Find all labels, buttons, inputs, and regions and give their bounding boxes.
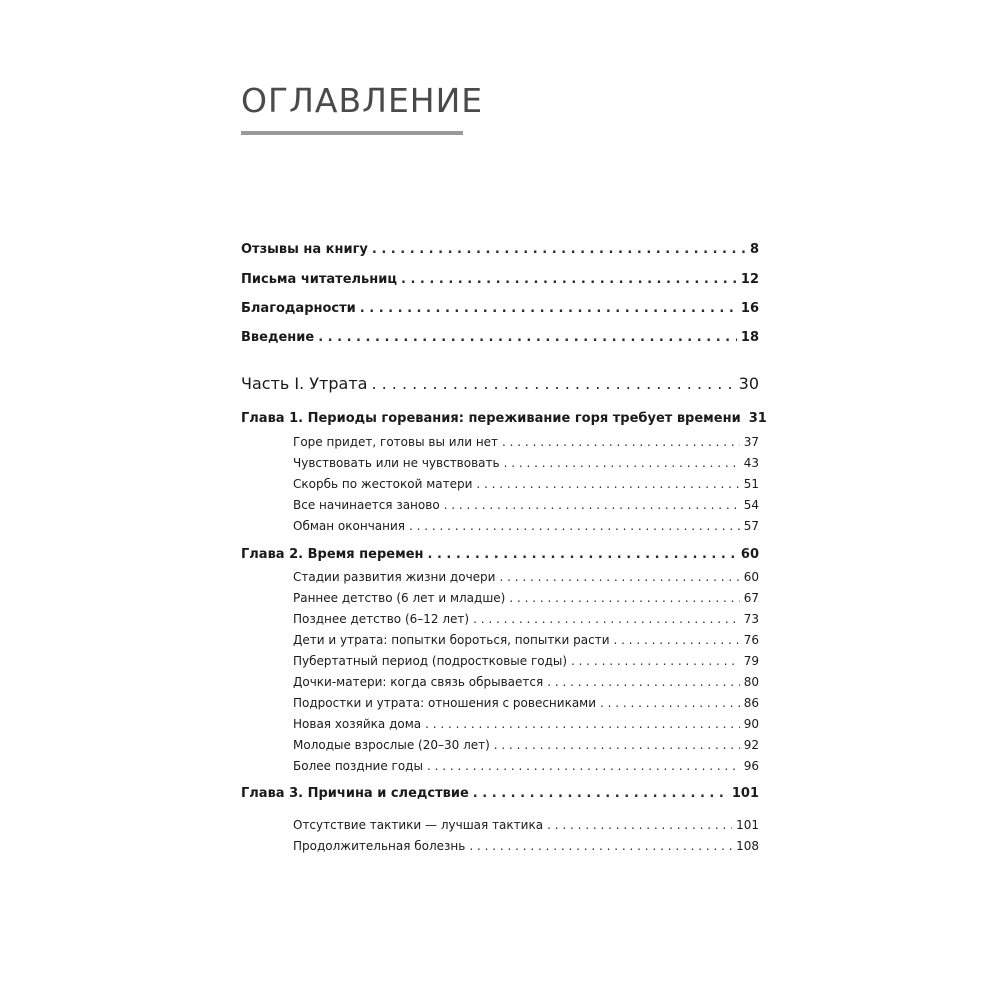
toc-page-number: 90	[743, 717, 759, 731]
toc-entry-label: Все начинается заново	[293, 498, 440, 512]
toc-page-number: 67	[743, 591, 759, 605]
toc-entry-section[interactable]	[293, 839, 759, 853]
toc-page-number: 76	[743, 633, 759, 647]
dot-leader	[372, 242, 746, 257]
dot-leader	[444, 498, 740, 512]
toc-entry-label: Обман окончания	[293, 519, 405, 533]
toc-entry-label: Позднее детство (6–12 лет)	[293, 612, 470, 626]
toc-entry-label: Отзывы на книгу	[241, 242, 368, 257]
dot-leader	[499, 570, 739, 584]
toc-entry-label: Глава 1. Периоды горевания: переживание горя требует времени	[241, 411, 741, 426]
toc-page-number: 16	[740, 301, 759, 316]
toc-entry-label: Новая хозяйка дома	[293, 717, 422, 731]
toc-entry-label: Введение	[241, 330, 315, 345]
toc-entry-label: Стадии развития жизни дочери	[293, 570, 496, 584]
toc-entry-chapter-3[interactable]	[241, 786, 759, 801]
toc-entry-section[interactable]	[293, 759, 759, 773]
toc-entry-reviews[interactable]	[241, 242, 759, 257]
toc-entry-label: Горе придет, готовы вы или нет	[293, 435, 499, 449]
toc-entry-label: Глава 3. Причина и следствие	[241, 786, 469, 801]
toc-page-number: 60	[740, 547, 759, 562]
toc-entry-section[interactable]	[293, 696, 759, 710]
toc-entry-section[interactable]	[293, 675, 759, 689]
toc-entry-label: Письма читательниц	[241, 272, 397, 287]
toc-entry-introduction[interactable]	[241, 330, 759, 345]
toc-entry-section[interactable]	[293, 717, 759, 731]
toc-entry-label: Чувствовать или не чувствовать	[293, 456, 500, 470]
toc-entry-label: Скорбь по жестокой матери	[293, 477, 473, 491]
dot-leader	[401, 272, 737, 287]
toc-page-number: 86	[743, 696, 759, 710]
toc-page-number: 37	[743, 435, 759, 449]
toc-entry-label: Раннее детство (6 лет и младше)	[293, 591, 506, 605]
toc-page-number: 12	[740, 272, 759, 287]
dot-leader	[428, 547, 737, 562]
toc-page-number: 79	[743, 654, 759, 668]
dot-leader	[600, 696, 740, 710]
dot-leader	[504, 456, 740, 470]
dot-leader	[502, 435, 740, 449]
toc-entry-chapter-1[interactable]	[241, 411, 767, 426]
dot-leader	[409, 519, 740, 533]
page-title: ОГЛАВЛЕНИЕ	[241, 81, 484, 120]
toc-page-number: 31	[748, 411, 767, 426]
toc-page-number: 18	[740, 330, 759, 345]
toc-page-number: 101	[731, 786, 759, 801]
toc-entry-section[interactable]	[293, 612, 759, 626]
toc-entry-section[interactable]	[293, 591, 759, 605]
toc-page-number: 96	[743, 759, 759, 773]
toc-entry-section[interactable]	[293, 435, 759, 449]
toc-entry-label: Отсутствие тактики — лучшая тактика	[293, 818, 544, 832]
dot-leader	[494, 738, 740, 752]
dot-leader	[318, 330, 737, 345]
toc-entry-label: Дочки-матери: когда связь обрывается	[293, 675, 544, 689]
toc-entry-label: Благодарности	[241, 301, 356, 316]
dot-leader	[469, 839, 732, 853]
toc-page-number: 108	[736, 839, 759, 853]
toc-page-number: 30	[738, 374, 759, 393]
toc-entry-chapter-2[interactable]	[241, 547, 759, 562]
toc-page-number: 57	[743, 519, 759, 533]
toc-entry-label: Молодые взрослые (20–30 лет)	[293, 738, 490, 752]
toc-page-number: 73	[743, 612, 759, 626]
toc-page-number: 92	[743, 738, 759, 752]
toc-entry-label: Пубертатный период (подростковые годы)	[293, 654, 568, 668]
toc-page-number: 80	[743, 675, 759, 689]
toc-entry-section[interactable]	[293, 654, 759, 668]
dot-leader	[571, 654, 740, 668]
dot-leader	[509, 591, 739, 605]
toc-entry-section[interactable]	[293, 570, 759, 584]
toc-entry-label: Дети и утрата: попытки бороться, попытки расти	[293, 633, 610, 647]
dot-leader	[473, 786, 728, 801]
toc-page-number: 51	[743, 477, 759, 491]
toc-entry-section[interactable]	[293, 456, 759, 470]
dot-leader	[476, 477, 739, 491]
toc-entry-section[interactable]	[293, 498, 759, 512]
dot-leader	[547, 818, 732, 832]
dot-leader	[614, 633, 740, 647]
toc-page-number: 54	[743, 498, 759, 512]
toc-entry-label: Более поздние годы	[293, 759, 423, 773]
toc-entry-acknowledgements[interactable]	[241, 301, 759, 316]
dot-leader	[473, 612, 740, 626]
title-block	[241, 81, 484, 135]
dot-leader	[371, 374, 734, 393]
toc-page-number: 43	[743, 456, 759, 470]
toc-page-number: 101	[736, 818, 759, 832]
toc-entry-section[interactable]	[293, 738, 759, 752]
dot-leader	[360, 301, 737, 316]
toc-entry-section[interactable]	[293, 519, 759, 533]
toc-entry-section[interactable]	[293, 633, 759, 647]
toc-entry-letters[interactable]	[241, 272, 759, 287]
toc-page-number: 8	[749, 242, 759, 257]
dot-leader	[425, 717, 740, 731]
dot-leader	[427, 759, 740, 773]
toc-entry-section[interactable]	[293, 477, 759, 491]
toc-entry-label: Подростки и утрата: отношения с ровесниками	[293, 696, 597, 710]
toc-entry-part-1[interactable]	[241, 374, 759, 393]
toc-entry-section[interactable]	[293, 818, 759, 832]
toc-entry-label: Глава 2. Время перемен	[241, 547, 424, 562]
toc-page-number: 60	[743, 570, 759, 584]
toc-entry-label: Часть I. Утрата	[241, 374, 368, 393]
toc-entry-label: Продолжительная болезнь	[293, 839, 466, 853]
title-underline	[241, 131, 463, 135]
dot-leader	[547, 675, 740, 689]
